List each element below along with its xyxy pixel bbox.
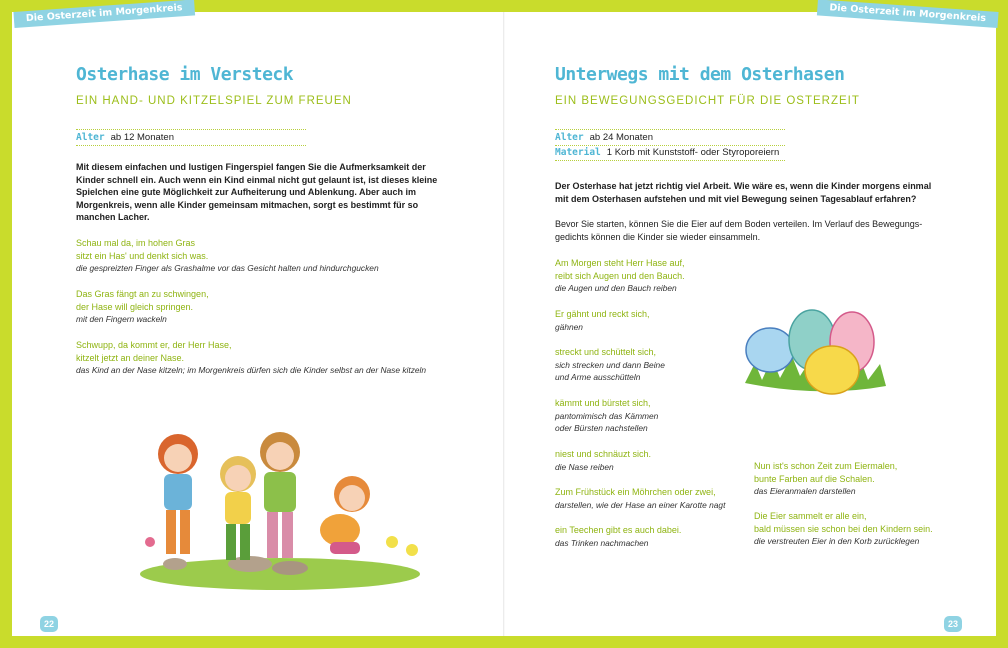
right-stanza-4 xyxy=(555,397,658,435)
flower xyxy=(386,536,398,548)
verse-note: darstellen, wie der Hase an einer Karotte nagt xyxy=(555,499,726,510)
right-meta-material xyxy=(555,145,785,161)
verse-line: Nun ist's schon Zeit zum Eiermalen, xyxy=(754,461,898,471)
right-stanza-1 xyxy=(555,257,685,295)
meta-value: ab 24 Monaten xyxy=(589,132,653,143)
meta-key: Alter xyxy=(76,132,105,143)
intro-line: Spielchen eine gute Möglichkeit zur Aufheiterung und Ablenkung. Aber auch im xyxy=(76,187,417,198)
right-intro-bold xyxy=(555,180,985,205)
verse-note: das Kind an der Nase kitzeln; im Morgenkreis dürfen sich die Kinder selbst an der Nase kitzeln xyxy=(76,365,427,376)
verse-line: kämmt und bürstet sich, xyxy=(555,398,651,408)
verse-line: sitzt ein Has' und denkt sich was. xyxy=(76,250,209,261)
right-stanza-3 xyxy=(555,346,665,384)
right-stanza-9 xyxy=(754,510,933,548)
children-illustration xyxy=(130,412,430,592)
child-crouching xyxy=(320,476,370,554)
right-page xyxy=(504,12,996,636)
right-intro xyxy=(555,218,985,243)
verse-note: das Eieranmalen darstellen xyxy=(754,486,856,497)
verse-note: und Arme ausschütteln xyxy=(555,372,641,383)
verse-line: bald müssen sie schon bei den Kindern sein. xyxy=(754,523,933,534)
verse-note: die Nase reiben xyxy=(555,461,614,472)
meta-value: 1 Korb mit Kunststoff- oder Styroporeiern xyxy=(606,147,780,158)
verse-line: Er gähnt und reckt sich, xyxy=(555,309,650,319)
book-gutter xyxy=(503,12,505,636)
verse-line: kitzelt jetzt an deiner Nase. xyxy=(76,352,185,363)
intro-line: gedichts können die Kinder sie wieder einsammeln. xyxy=(555,231,761,242)
intro-line: Mit diesem einfachen und lustigen Fingerspiel fangen Sie die Aufmerksamkeit der xyxy=(76,162,426,172)
verse-note: oder Bürsten nachstellen xyxy=(555,423,648,434)
verse-line: ein Teechen gibt es auch dabei. xyxy=(555,525,682,535)
header-tab-left: Die Osterzeit im Morgenkreis xyxy=(13,0,195,28)
right-stanza-6 xyxy=(555,486,725,511)
verse-note: die verstreuten Eier in den Korb zurücklegen xyxy=(754,536,920,547)
left-stanza-2 xyxy=(76,288,209,326)
left-intro xyxy=(76,161,496,224)
right-stanza-7 xyxy=(555,524,681,549)
yellow-egg xyxy=(805,346,859,394)
right-stanza-5 xyxy=(555,448,651,473)
left-title: Osterhase im Versteck xyxy=(76,64,294,85)
right-meta-age xyxy=(555,129,785,146)
meta-value: ab 12 Monaten xyxy=(110,132,174,143)
right-title: Unterwegs mit dem Osterhasen xyxy=(555,64,845,85)
flower xyxy=(406,544,418,556)
blue-egg xyxy=(746,328,794,372)
left-stanza-1 xyxy=(76,237,379,275)
verse-line: bunte Farben auf die Schalen. xyxy=(754,473,875,484)
verse-line: reibt sich Augen und den Bauch. xyxy=(555,270,685,281)
verse-line: Schwupp, da kommt er, der Herr Hase, xyxy=(76,340,232,350)
verse-note: gähnen xyxy=(555,321,583,332)
stone xyxy=(163,558,187,570)
easter-eggs-illustration xyxy=(740,298,890,408)
meta-key: Material xyxy=(555,147,601,158)
child-red-hair xyxy=(158,434,198,554)
left-page xyxy=(12,12,504,636)
meta-key: Alter xyxy=(555,132,584,143)
header-tab-right: Die Osterzeit im Morgenkreis xyxy=(817,0,999,28)
child-blonde xyxy=(220,456,256,560)
intro-line: Kinder schnell ein. Auch wenn ein Kind einmal nicht gut gelaunt ist, ist dieses kleine xyxy=(76,174,438,185)
right-subtitle: EIN BEWEGUNGSGEDICHT FÜR DIE OSTERZEIT xyxy=(555,95,860,107)
child-braids xyxy=(260,432,300,558)
right-stanza-8 xyxy=(754,460,897,498)
left-subtitle: EIN HAND- UND KITZELSPIEL ZUM FREUEN xyxy=(76,95,352,107)
verse-note: das Trinken nachmachen xyxy=(555,537,649,548)
intro-line: Der Osterhase hat jetzt richtig viel Arbeit. Wie wäre es, wenn die Kinder morgens einmal xyxy=(555,181,932,191)
verse-line: der Hase will gleich springen. xyxy=(76,301,194,312)
verse-line: Die Eier sammelt er alle ein, xyxy=(754,511,867,521)
stone xyxy=(272,561,308,575)
verse-line: Am Morgen steht Herr Hase auf, xyxy=(555,258,685,268)
verse-line: streckt und schüttelt sich, xyxy=(555,347,657,357)
verse-line: Zum Frühstück ein Möhrchen oder zwei, xyxy=(555,487,716,497)
page-number-right: 23 xyxy=(944,616,962,632)
verse-note: die gespreizten Finger als Grashalme vor das Gesicht halten und hindurchgucken xyxy=(76,263,379,274)
page-number-left: 22 xyxy=(40,616,58,632)
intro-line: mit dem Osterhasen aufstehen und mit viel Bewegung seinen Tagesablauf erfahren? xyxy=(555,193,917,204)
left-meta-age xyxy=(76,129,306,146)
verse-line: niest und schnäuzt sich. xyxy=(555,449,652,459)
intro-line: Bevor Sie starten, können Sie die Eier auf dem Boden verteilen. Im Verlauf des Bewegungs- xyxy=(555,219,923,229)
right-stanza-2 xyxy=(555,308,650,333)
verse-line: Schau mal da, im hohen Gras xyxy=(76,238,196,248)
flower xyxy=(145,537,155,547)
verse-line: Das Gras fängt an zu schwingen, xyxy=(76,289,209,299)
intro-line: manchen Lacher. xyxy=(76,212,150,223)
left-stanza-3 xyxy=(76,339,426,377)
verse-note: die Augen und den Bauch reiben xyxy=(555,283,677,294)
verse-note: pantomimisch das Kämmen xyxy=(555,410,659,421)
intro-line: Morgenkreis, wenn alle Kinder gemeinsam mitmachen, sorgt es bestimmt für so xyxy=(76,199,419,210)
verse-note: mit den Fingern wackeln xyxy=(76,314,167,325)
verse-note: sich strecken und dann Beine xyxy=(555,359,665,370)
